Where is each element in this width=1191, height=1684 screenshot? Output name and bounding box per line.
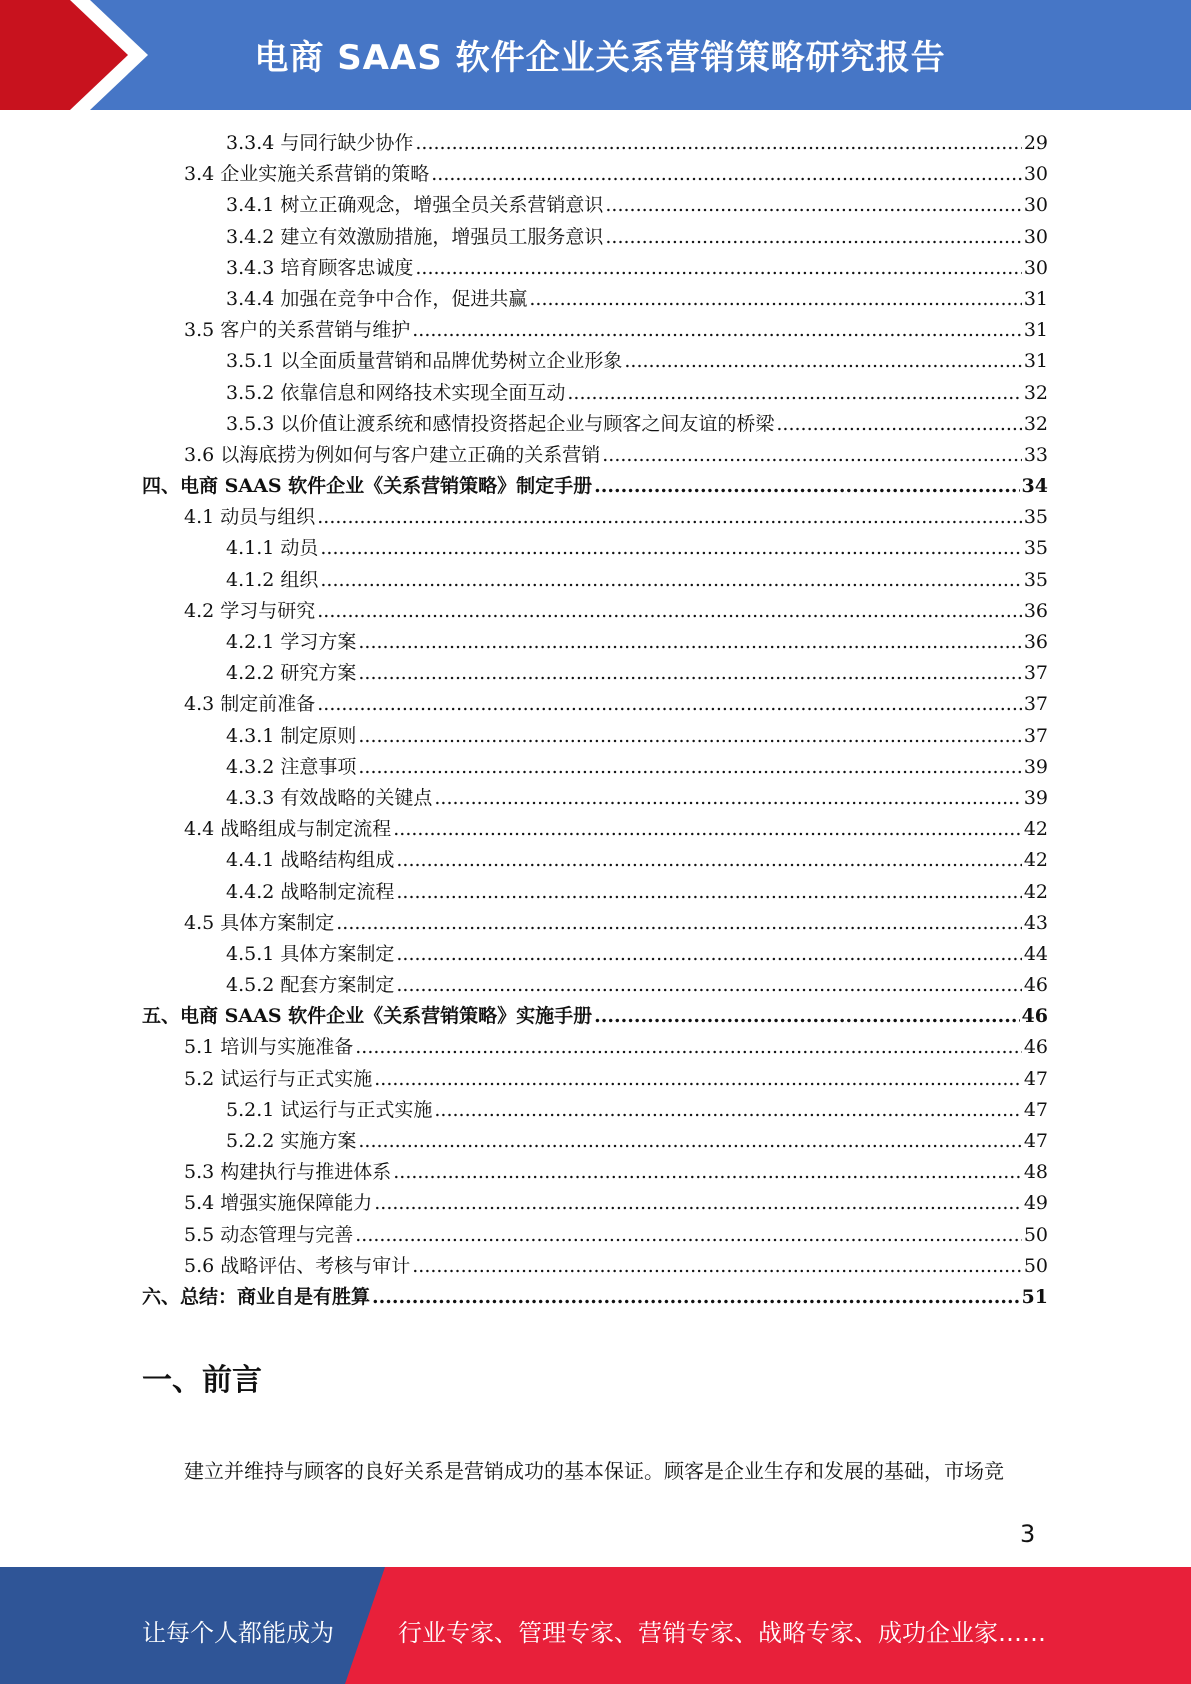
toc-entry-page: 39 xyxy=(1023,755,1048,778)
toc-dot-leader xyxy=(374,1064,1022,1095)
toc-entry[interactable] xyxy=(142,378,1048,409)
toc-dot-leader xyxy=(415,128,1021,159)
toc-entry-page: 36 xyxy=(1023,599,1048,622)
body-paragraph: 建立并维持与顾客的良好关系是营销成功的基本保证。顾客是企业生存和发展的基础，市场竞 xyxy=(184,1459,1004,1483)
document-title: 电商 SAAS 软件企业关系营销策略研究报告 xyxy=(254,38,946,78)
toc-entry[interactable] xyxy=(142,471,1048,502)
toc-entry-label: 5.6 战略评估、考核与审计 xyxy=(184,1254,411,1277)
toc-dot-leader xyxy=(594,471,1019,502)
toc-entry-label: 3.4.1 树立正确观念，增强全员关系营销意识 xyxy=(226,194,604,217)
toc-entry-label: 4.1.1 动员 xyxy=(226,537,319,560)
toc-entry[interactable] xyxy=(142,877,1048,908)
toc-dot-leader xyxy=(355,1032,1022,1063)
toc-entry-label: 5.2.1 试运行与正式实施 xyxy=(226,1098,433,1121)
toc-entry-label: 四、电商 SAAS 软件企业《关系营销策略》制定手册 xyxy=(142,475,593,498)
toc-entry-page: 30 xyxy=(1023,194,1048,217)
table-of-contents xyxy=(142,128,1048,1313)
toc-entry-label: 3.6 以海底捞为例如何与客户建立正确的关系营销 xyxy=(184,443,601,466)
toc-entry-page: 39 xyxy=(1023,786,1048,809)
toc-entry[interactable] xyxy=(142,939,1048,970)
toc-dot-leader xyxy=(412,315,1022,346)
toc-entry-page: 47 xyxy=(1023,1098,1048,1121)
toc-entry-page: 46 xyxy=(1023,1036,1048,1059)
toc-entry-label: 3.3.4 与同行缺少协作 xyxy=(226,132,414,154)
toc-entry-page: 30 xyxy=(1023,225,1048,248)
toc-entry-page: 31 xyxy=(1023,350,1048,373)
toc-entry[interactable] xyxy=(142,814,1048,845)
section-heading: 一、前言 xyxy=(142,1363,262,1398)
toc-entry-page: 34 xyxy=(1021,475,1048,498)
toc-entry-label: 4.1.2 组织 xyxy=(226,568,319,591)
toc-entry[interactable] xyxy=(142,1095,1048,1126)
toc-entry[interactable] xyxy=(142,502,1048,533)
toc-entry-page: 47 xyxy=(1023,1067,1048,1090)
toc-entry-label: 3.4 企业实施关系营销的策略 xyxy=(184,163,430,186)
toc-dot-leader xyxy=(358,752,1021,783)
toc-entry[interactable] xyxy=(142,533,1048,564)
toc-entry-label: 3.5.1 以全面质量营销和品牌优势树立企业形象 xyxy=(226,350,623,373)
toc-entry-label: 5.4 增强实施保障能力 xyxy=(184,1192,373,1215)
toc-entry-label: 4.4.2 战略制定流程 xyxy=(226,880,395,903)
toc-entry[interactable] xyxy=(142,658,1048,689)
toc-entry[interactable] xyxy=(142,845,1048,876)
toc-entry[interactable] xyxy=(142,1188,1048,1219)
toc-entry-label: 4.5.2 配套方案制定 xyxy=(226,974,395,997)
toc-dot-leader xyxy=(415,253,1021,284)
toc-entry-label: 3.5 客户的关系营销与维护 xyxy=(184,319,411,342)
toc-dot-leader xyxy=(431,159,1022,190)
toc-dot-leader xyxy=(396,877,1021,908)
toc-entry-page: 44 xyxy=(1023,942,1048,965)
toc-entry[interactable] xyxy=(142,1032,1048,1063)
toc-entry-label: 六、总结：商业自是有胜算 xyxy=(142,1285,371,1308)
toc-dot-leader xyxy=(396,845,1021,876)
toc-entry[interactable] xyxy=(142,315,1048,346)
toc-entry-page: 32 xyxy=(1023,412,1048,435)
toc-dot-leader xyxy=(396,970,1021,1001)
toc-entry-page: 33 xyxy=(1023,443,1048,466)
toc-entry[interactable] xyxy=(142,190,1048,221)
toc-entry-label: 4.3.3 有效战略的关键点 xyxy=(226,786,433,809)
toc-entry-page: 46 xyxy=(1021,1005,1048,1028)
toc-entry[interactable] xyxy=(142,440,1048,471)
toc-entry-label: 4.5.1 具体方案制定 xyxy=(226,942,395,965)
toc-entry-page: 46 xyxy=(1023,974,1048,997)
toc-entry-page: 42 xyxy=(1023,818,1048,841)
toc-entry-label: 4.3.1 制定原则 xyxy=(226,724,357,747)
toc-entry-page: 36 xyxy=(1023,631,1048,653)
toc-entry-label: 5.3 构建执行与推进体系 xyxy=(184,1161,392,1184)
toc-entry-page: 31 xyxy=(1023,319,1048,342)
toc-entry-label: 4.2.2 研究方案 xyxy=(226,662,357,685)
toc-entry-label: 5.5 动态管理与完善 xyxy=(184,1223,354,1246)
toc-entry[interactable] xyxy=(142,1126,1048,1157)
page-header xyxy=(0,0,1191,110)
toc-entry-label: 4.4 战略组成与制定流程 xyxy=(184,818,392,841)
toc-entry[interactable] xyxy=(142,409,1048,440)
toc-entry[interactable] xyxy=(142,908,1048,939)
toc-dot-leader xyxy=(374,1188,1022,1219)
toc-entry[interactable] xyxy=(142,627,1048,658)
toc-entry[interactable] xyxy=(142,284,1048,315)
toc-dot-leader xyxy=(317,689,1022,720)
toc-dot-leader xyxy=(336,908,1022,939)
page-footer xyxy=(0,1567,1191,1684)
toc-entry[interactable] xyxy=(142,970,1048,1001)
footer-roles: 行业专家、管理专家、营销专家、战略专家、成功企业家…… xyxy=(398,1619,1046,1647)
toc-entry-label: 3.5.3 以价值让渡系统和感情投资搭起企业与顾客之间友谊的桥梁 xyxy=(226,412,775,435)
toc-entry[interactable] xyxy=(142,128,1048,159)
toc-entry-page: 51 xyxy=(1021,1285,1048,1308)
toc-entry-label: 3.4.3 培育顾客忠诚度 xyxy=(226,256,414,279)
footer-slogan: 让每个人都能成为 xyxy=(142,1619,334,1647)
toc-entry-label: 4.2 学习与研究 xyxy=(184,599,316,622)
toc-entry-page: 37 xyxy=(1023,693,1048,716)
toc-dot-leader xyxy=(529,284,1021,315)
toc-dot-leader xyxy=(605,222,1021,253)
toc-entry-page: 48 xyxy=(1023,1161,1048,1184)
toc-entry-page: 29 xyxy=(1023,132,1048,154)
toc-entry-label: 5.1 培训与实施准备 xyxy=(184,1036,354,1059)
toc-entry-page: 50 xyxy=(1023,1223,1048,1246)
toc-entry-label: 5.2 试运行与正式实施 xyxy=(184,1067,373,1090)
toc-dot-leader xyxy=(434,1095,1021,1126)
toc-entry-page: 49 xyxy=(1023,1192,1048,1215)
toc-entry-label: 4.3 制定前准备 xyxy=(184,693,316,716)
toc-entry-page: 47 xyxy=(1023,1130,1048,1152)
toc-dot-leader xyxy=(412,1251,1022,1282)
toc-entry-page: 37 xyxy=(1023,724,1048,747)
toc-entry-label: 4.5 具体方案制定 xyxy=(184,911,335,934)
page-number: 3 xyxy=(1020,1520,1036,1548)
toc-entry-label: 4.2.1 学习方案 xyxy=(226,631,357,653)
toc-dot-leader xyxy=(393,1157,1022,1188)
toc-entry[interactable] xyxy=(142,1220,1048,1251)
toc-dot-leader xyxy=(358,721,1021,752)
toc-entry[interactable] xyxy=(142,565,1048,596)
toc-entry[interactable] xyxy=(142,752,1048,783)
toc-entry[interactable] xyxy=(142,1251,1048,1282)
toc-dot-leader xyxy=(317,502,1022,533)
toc-entry-page: 43 xyxy=(1023,911,1048,934)
toc-dot-leader xyxy=(372,1282,1020,1313)
toc-dot-leader xyxy=(320,533,1021,564)
toc-entry[interactable] xyxy=(142,1001,1048,1032)
toc-entry[interactable] xyxy=(142,222,1048,253)
toc-entry-label: 五、电商 SAAS 软件企业《关系营销策略》实施手册 xyxy=(142,1005,593,1028)
toc-dot-leader xyxy=(396,939,1021,970)
toc-dot-leader xyxy=(317,596,1022,627)
toc-entry[interactable] xyxy=(142,253,1048,284)
toc-entry[interactable] xyxy=(142,346,1048,377)
toc-dot-leader xyxy=(776,409,1021,440)
toc-dot-leader xyxy=(358,658,1021,689)
toc-entry-label: 3.5.2 依靠信息和网络技术实现全面互动 xyxy=(226,381,566,404)
toc-dot-leader xyxy=(393,814,1022,845)
toc-entry[interactable] xyxy=(142,596,1048,627)
toc-entry-page: 35 xyxy=(1023,568,1048,591)
toc-entry-page: 42 xyxy=(1023,880,1048,903)
toc-entry-page: 30 xyxy=(1023,163,1048,186)
toc-entry[interactable] xyxy=(142,1282,1048,1313)
toc-entry[interactable] xyxy=(142,721,1048,752)
toc-entry-page: 42 xyxy=(1023,849,1048,872)
toc-entry-label: 4.1 动员与组织 xyxy=(184,506,316,529)
toc-entry[interactable] xyxy=(142,159,1048,190)
toc-dot-leader xyxy=(320,565,1021,596)
toc-dot-leader xyxy=(358,627,1021,658)
toc-dot-leader xyxy=(624,346,1021,377)
toc-entry[interactable] xyxy=(142,1064,1048,1095)
toc-entry-page: 50 xyxy=(1023,1254,1048,1277)
toc-entry-page: 31 xyxy=(1023,287,1048,310)
toc-dot-leader xyxy=(605,190,1021,221)
toc-entry[interactable] xyxy=(142,783,1048,814)
toc-dot-leader xyxy=(358,1126,1021,1157)
toc-dot-leader xyxy=(567,378,1021,409)
toc-entry-page: 37 xyxy=(1023,662,1048,685)
toc-entry-label: 4.3.2 注意事项 xyxy=(226,755,357,778)
toc-entry-label: 4.4.1 战略结构组成 xyxy=(226,849,395,872)
toc-dot-leader xyxy=(602,440,1022,471)
toc-entry-page: 35 xyxy=(1023,537,1048,560)
toc-entry-page: 32 xyxy=(1023,381,1048,404)
toc-dot-leader xyxy=(594,1001,1019,1032)
toc-entry[interactable] xyxy=(142,1157,1048,1188)
toc-entry[interactable] xyxy=(142,689,1048,720)
toc-dot-leader xyxy=(434,783,1021,814)
toc-dot-leader xyxy=(355,1220,1022,1251)
toc-entry-label: 3.4.2 建立有效激励措施，增强员工服务意识 xyxy=(226,225,604,248)
toc-entry-page: 30 xyxy=(1023,256,1048,279)
toc-entry-label: 3.4.4 加强在竞争中合作，促进共赢 xyxy=(226,287,528,310)
toc-entry-label: 5.2.2 实施方案 xyxy=(226,1130,357,1152)
toc-entry-page: 35 xyxy=(1023,506,1048,529)
